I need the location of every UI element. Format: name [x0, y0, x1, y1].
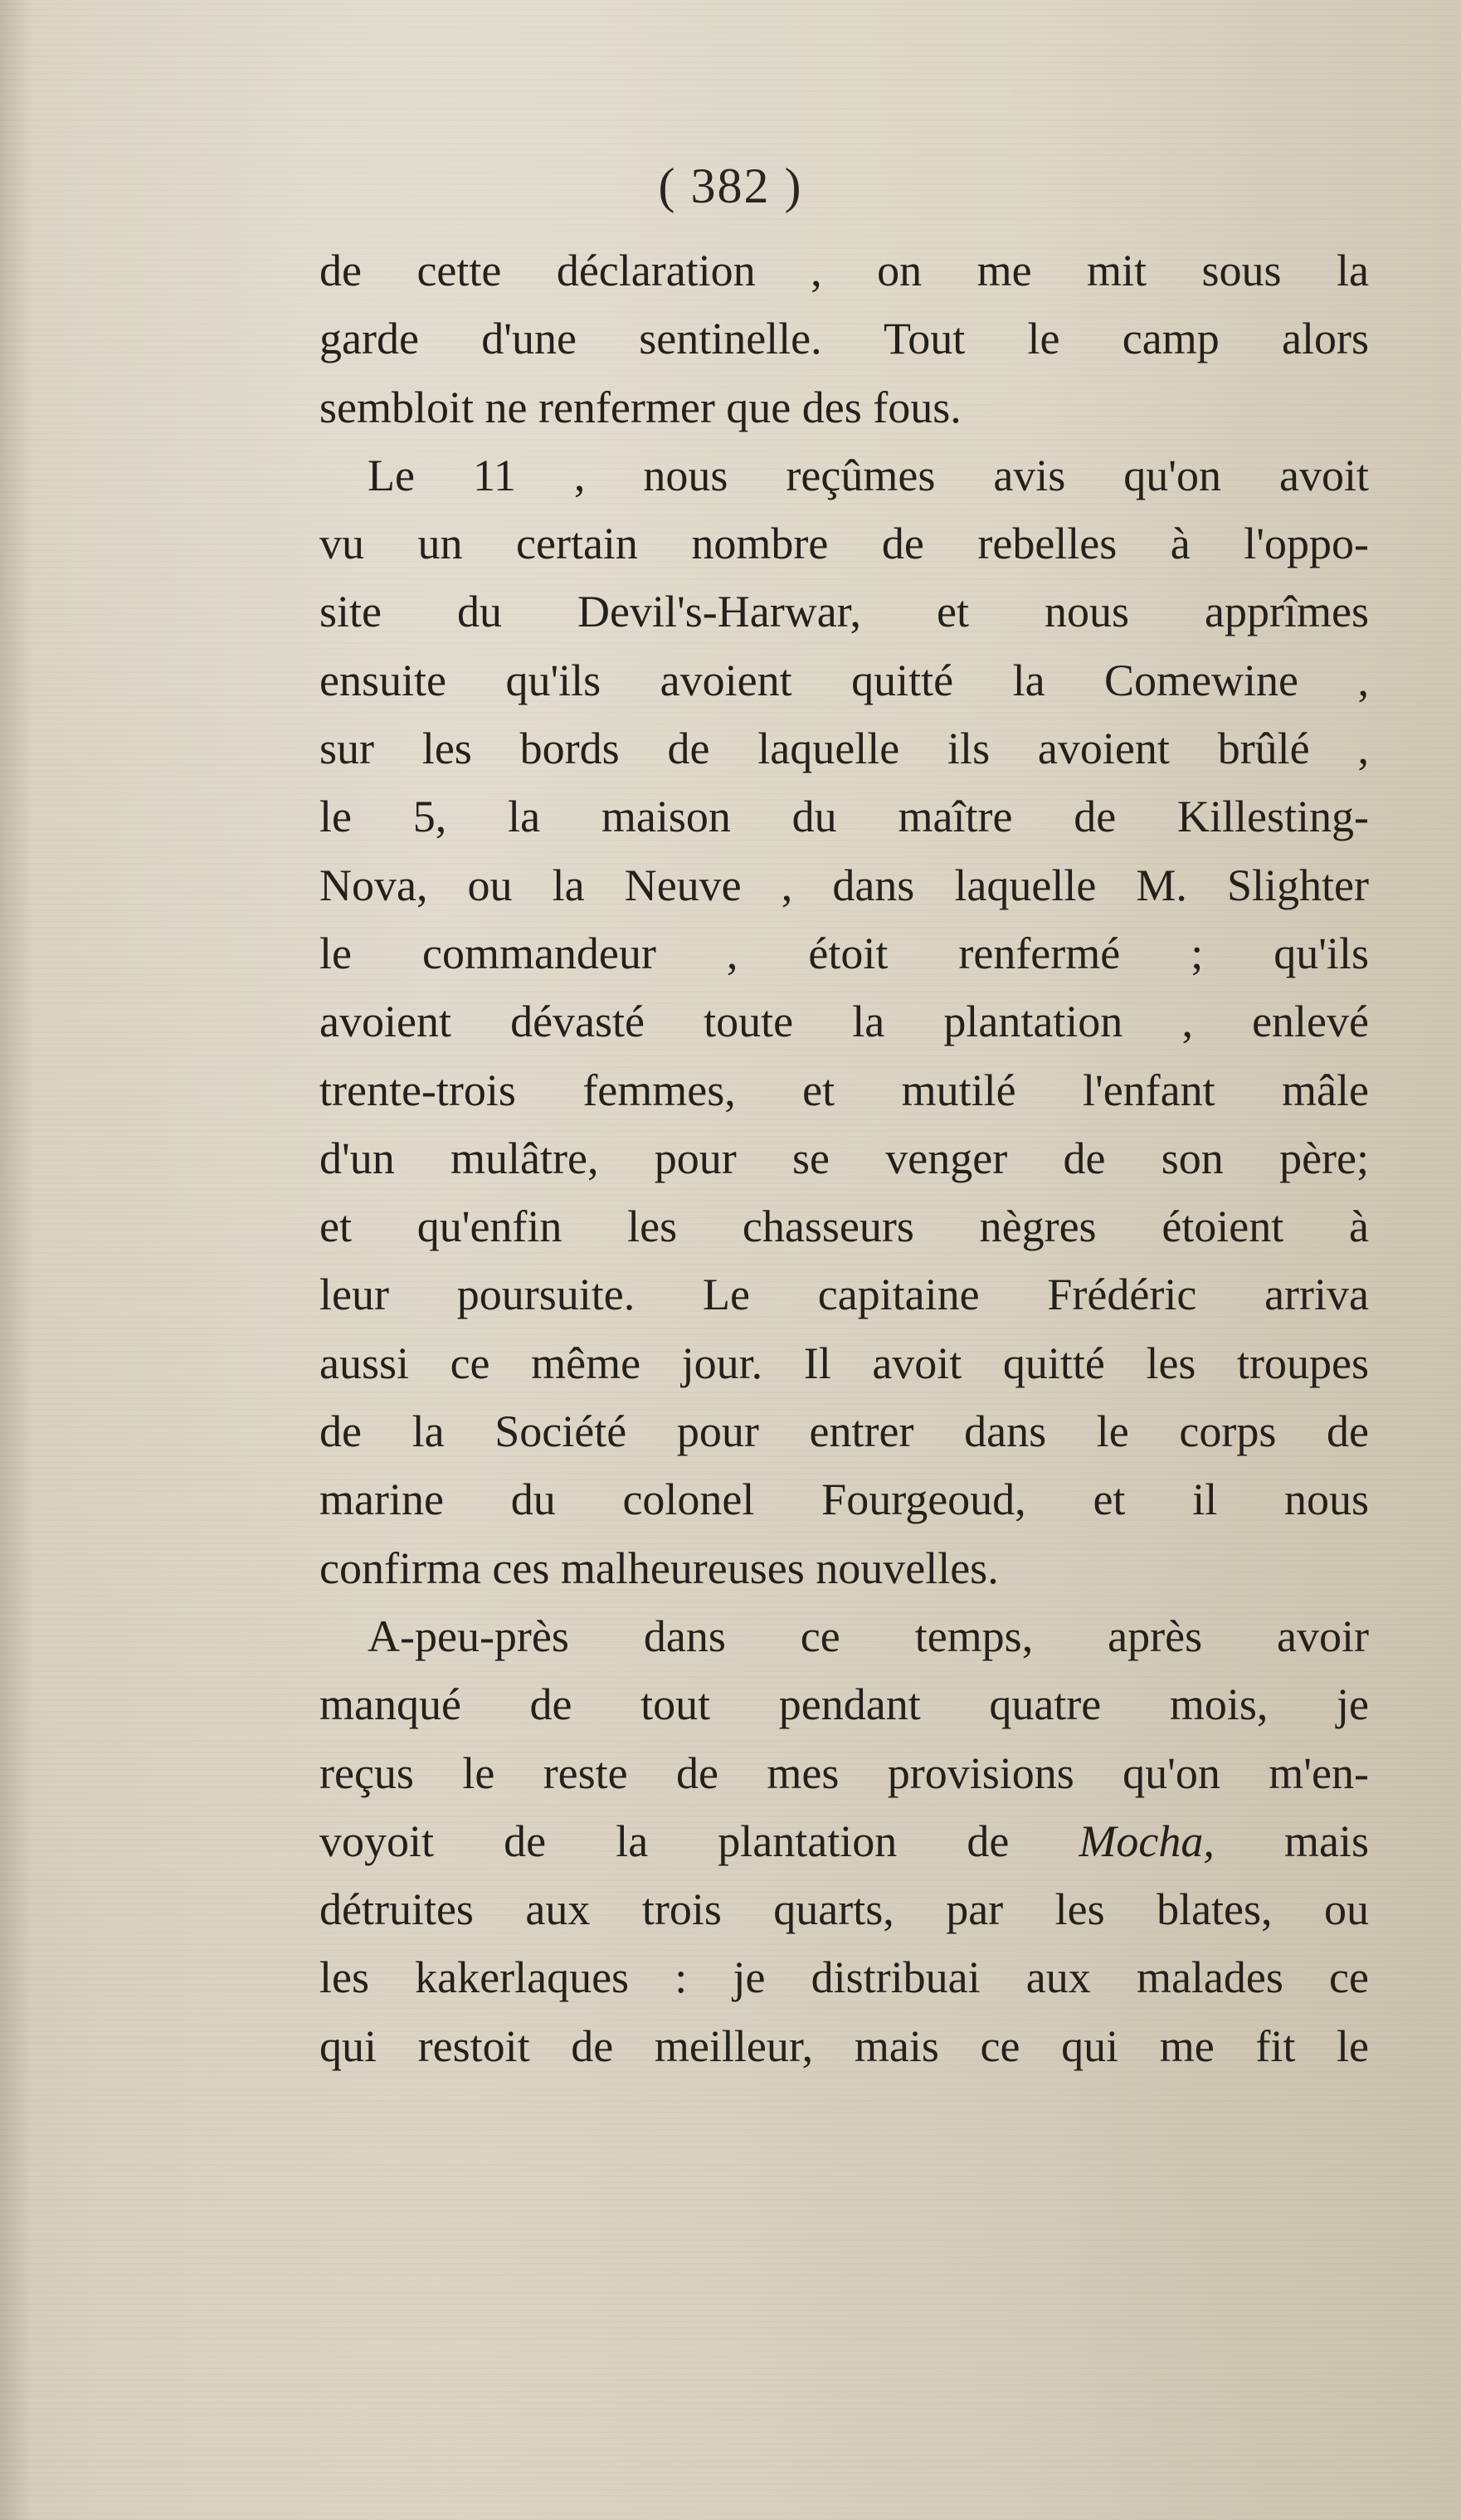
text-line: trente-trois femmes, et mutilé l'enfant mâle	[319, 1065, 1369, 1115]
text-line: les kakerlaques : je distribuai aux malades ce	[319, 1952, 1369, 2003]
text-line: et qu'enfin les chasseurs nègres étoient à	[319, 1202, 1369, 1252]
text-line: de la Société pour entrer dans le corps de	[319, 1406, 1369, 1457]
text-line: confirma ces malheureuses nouvelles.	[319, 1543, 999, 1593]
text-line: marine du colonel Fourgeoud, et il nous	[319, 1474, 1369, 1525]
text-line: le 5, la maison du maître de Killesting-	[319, 792, 1369, 842]
text-fragment: voyoit de la plantation de	[319, 1816, 1010, 1866]
text-line: vu un certain nombre de rebelles à l'oppo-	[319, 519, 1369, 569]
text-line: sembloit ne renfermer que des fous.	[319, 382, 962, 432]
text-line-mixed	[319, 1807, 1369, 1875]
text-line: site du Devil's-Harwar, et nous apprîmes	[319, 587, 1369, 637]
text-line: reçus le reste de mes provisions qu'on m'en-	[319, 1747, 1369, 1798]
spine-shadow	[0, 0, 33, 2520]
text-fragment: mais	[1284, 1816, 1369, 1866]
text-line: avoient dévasté toute la plantation , enlevé	[319, 997, 1369, 1047]
text-line: de cette déclaration , on me mit sous la	[319, 246, 1369, 295]
text-line: ensuite qu'ils avoient quitté la Comewine ,	[319, 655, 1369, 705]
text-block	[319, 236, 1369, 2080]
text-line: aussi ce même jour. Il avoit quitté les troupes	[319, 1338, 1369, 1388]
text-line: leur poursuite. Le capitaine Frédéric arriva	[319, 1270, 1369, 1320]
text-line: Le 11 , nous reçûmes avis qu'on avoit	[368, 450, 1369, 500]
text-line: manqué de tout pendant quatre mois, je	[319, 1679, 1369, 1730]
text-line: sur les bords de laquelle ils avoient brûlé ,	[319, 724, 1369, 774]
text-line: qui restoit de meilleur, mais ce qui me fit le	[319, 2020, 1369, 2071]
text-line: Nova, ou la Neuve , dans laquelle M. Slighter	[319, 860, 1369, 910]
text-line: d'un mulâtre, pour se venger de son père;	[319, 1133, 1369, 1183]
text-line: garde d'une sentinelle. Tout le camp alors	[319, 314, 1369, 364]
text-line: détruites aux trois quarts, par les blates, ou	[319, 1884, 1369, 1935]
text-line: A-peu-près dans ce temps, après avoir	[368, 1611, 1369, 1661]
italic-word: Mocha,	[1079, 1816, 1215, 1866]
text-line: le commandeur , étoit renfermé ; qu'ils	[319, 928, 1369, 978]
page-number: ( 382 )	[658, 158, 803, 213]
